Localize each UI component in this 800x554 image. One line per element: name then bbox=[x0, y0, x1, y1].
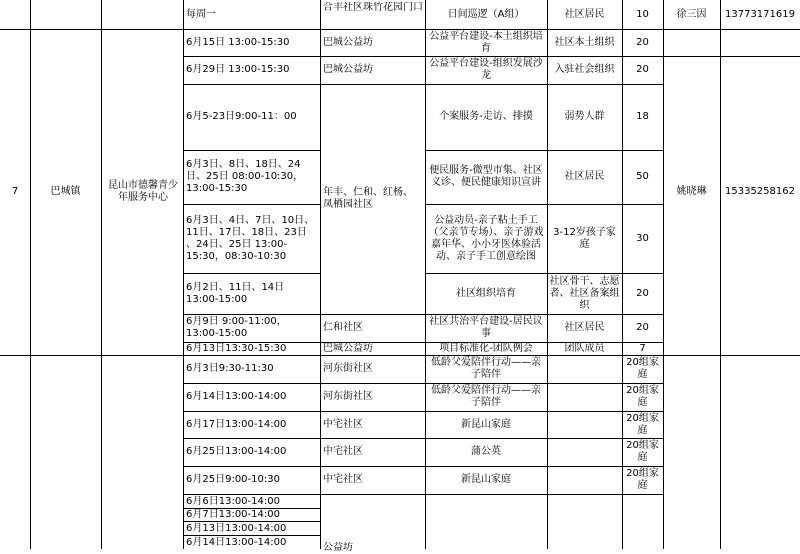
event-time: 6月13日13:30-15:30 bbox=[186, 342, 287, 354]
event-time: 6月15日 13:00-15:30 bbox=[186, 36, 290, 48]
event-activity: 公益平台建设-组织发展沙龙 bbox=[429, 58, 543, 81]
organization-name: 昆山市德馨青少年服务中心 bbox=[108, 180, 178, 203]
top-row-contact: 徐三因 bbox=[676, 8, 707, 20]
event-count: 20 bbox=[636, 287, 649, 299]
event-count: 30 bbox=[636, 232, 649, 244]
event-audience: 3-12岁孩子家庭 bbox=[553, 226, 616, 250]
town-name: 巴城镇 bbox=[50, 186, 81, 197]
event-time: 6月25日13:00-14:00 bbox=[186, 446, 287, 457]
event-audience: 社区骨干、志愿者、社区备案组织 bbox=[549, 275, 620, 311]
event-time: 6月25日9:00-10:30 bbox=[186, 474, 280, 485]
top-row-location: 合丰社区珠竹花园门口 bbox=[323, 2, 423, 13]
top-row-activity: 日间巡逻（A组） bbox=[447, 8, 525, 20]
event-location: 中宅社区 bbox=[323, 446, 363, 457]
event-time: 6月14日13:00-14:00 bbox=[186, 391, 287, 402]
event-location: 中宅社区 bbox=[323, 418, 363, 430]
sub-time: 6月13日13:00-14:00 bbox=[186, 522, 287, 534]
event-count: 20 bbox=[636, 64, 649, 75]
event-activity: 蒲公英 bbox=[471, 446, 501, 457]
event-audience: 20组家庭 bbox=[626, 468, 659, 491]
event-audience: 20组家庭 bbox=[626, 440, 659, 463]
event-location: 巴城公益坊 bbox=[323, 36, 373, 48]
top-row-phone: 13773171619 bbox=[725, 8, 795, 20]
event-activity: 低龄父爱陪伴行动——亲子陪伴 bbox=[431, 385, 541, 408]
event-audience: 团队成员 bbox=[564, 342, 605, 354]
event-location: 河东街社区 bbox=[323, 391, 373, 402]
top-row-time: 每周一 bbox=[186, 8, 216, 20]
sub-time: 6月7日13:00-14:00 bbox=[186, 509, 280, 520]
event-activity: 项目标准化-团队例会 bbox=[439, 342, 533, 354]
event-audience: 入驻社会组织 bbox=[554, 64, 615, 75]
event-location-merged: 年丰、仁和、红杨、凤栖园社区 bbox=[323, 187, 413, 210]
event-location: 巴城公益坊 bbox=[323, 64, 373, 75]
event-time: 6月3日、8日、18日、24日、25日 08:00-10:30，13:00-15:30 bbox=[186, 159, 304, 194]
event-activity: 新昆山家庭 bbox=[461, 418, 511, 430]
sub-time: 6月14日13:00-14:00 bbox=[186, 536, 287, 548]
event-audience: 20组家庭 bbox=[626, 385, 659, 408]
event-activity: 新昆山家庭 bbox=[461, 474, 511, 485]
event-audience: 20组家庭 bbox=[626, 357, 659, 380]
event-time: 6月9日 9:00-11:00，13:00-15:00 bbox=[186, 316, 287, 339]
event-count: 18 bbox=[636, 111, 649, 122]
event-activity: 便民服务-微型市集、社区义诊、便民健康知识宣讲 bbox=[429, 165, 543, 188]
event-location: 河东街社区 bbox=[323, 363, 373, 374]
group7-contact: 姚晓琳 bbox=[676, 186, 707, 197]
partial-location: 公益坊 bbox=[323, 542, 353, 553]
event-location: 仁和社区 bbox=[323, 322, 363, 333]
event-location: 巴城公益坊 bbox=[323, 342, 373, 354]
event-activity: 公益动员-亲子粘土手工（父亲节专场）、亲子游戏嘉年华、小小牙医体验活动、亲子手工创意绘图 bbox=[428, 214, 544, 262]
event-audience: 弱势人群 bbox=[564, 111, 605, 122]
sub-time: 6月6日13:00-14:00 bbox=[186, 495, 280, 507]
row-index: 7 bbox=[11, 186, 19, 197]
top-row-audience: 社区居民 bbox=[564, 8, 605, 20]
event-time: 6月3日9:30-11:30 bbox=[186, 363, 274, 374]
event-location: 中宅社区 bbox=[323, 474, 363, 485]
event-activity: 低龄父爱陪伴行动——亲子陪伴 bbox=[431, 357, 541, 380]
event-time: 6月5-23日9:00-11：00 bbox=[186, 111, 297, 122]
event-time: 6月29日 13:00-15:30 bbox=[186, 64, 290, 75]
top-row-count: 10 bbox=[636, 8, 649, 20]
event-activity: 社区共治平台建设-居民议事 bbox=[429, 316, 543, 339]
event-audience: 社区居民 bbox=[564, 171, 605, 182]
event-audience: 20组家庭 bbox=[626, 412, 659, 436]
event-time: 6月17日13:00-14:00 bbox=[186, 418, 287, 430]
event-audience: 社区居民 bbox=[564, 322, 605, 333]
event-count: 20 bbox=[636, 36, 649, 48]
event-count: 20 bbox=[636, 322, 649, 333]
event-activity: 个案服务-走访、排摸 bbox=[439, 111, 533, 122]
event-count: 50 bbox=[636, 171, 649, 182]
event-time: 6月2日、11日、14日 13:00-15:00 bbox=[186, 281, 285, 305]
event-activity: 公益平台建设-本土组织培育 bbox=[429, 30, 543, 54]
event-count: 7 bbox=[639, 342, 646, 354]
event-activity: 社区组织培育 bbox=[456, 287, 516, 299]
event-audience: 社区本土组织 bbox=[554, 36, 615, 48]
group7-phone: 15335258162 bbox=[725, 186, 795, 197]
event-time: 6月3日、4日、7日、10日、11日、17日、18日、23日 、24日、25日 13:00-15:30，08:30-10:30 bbox=[186, 214, 315, 262]
